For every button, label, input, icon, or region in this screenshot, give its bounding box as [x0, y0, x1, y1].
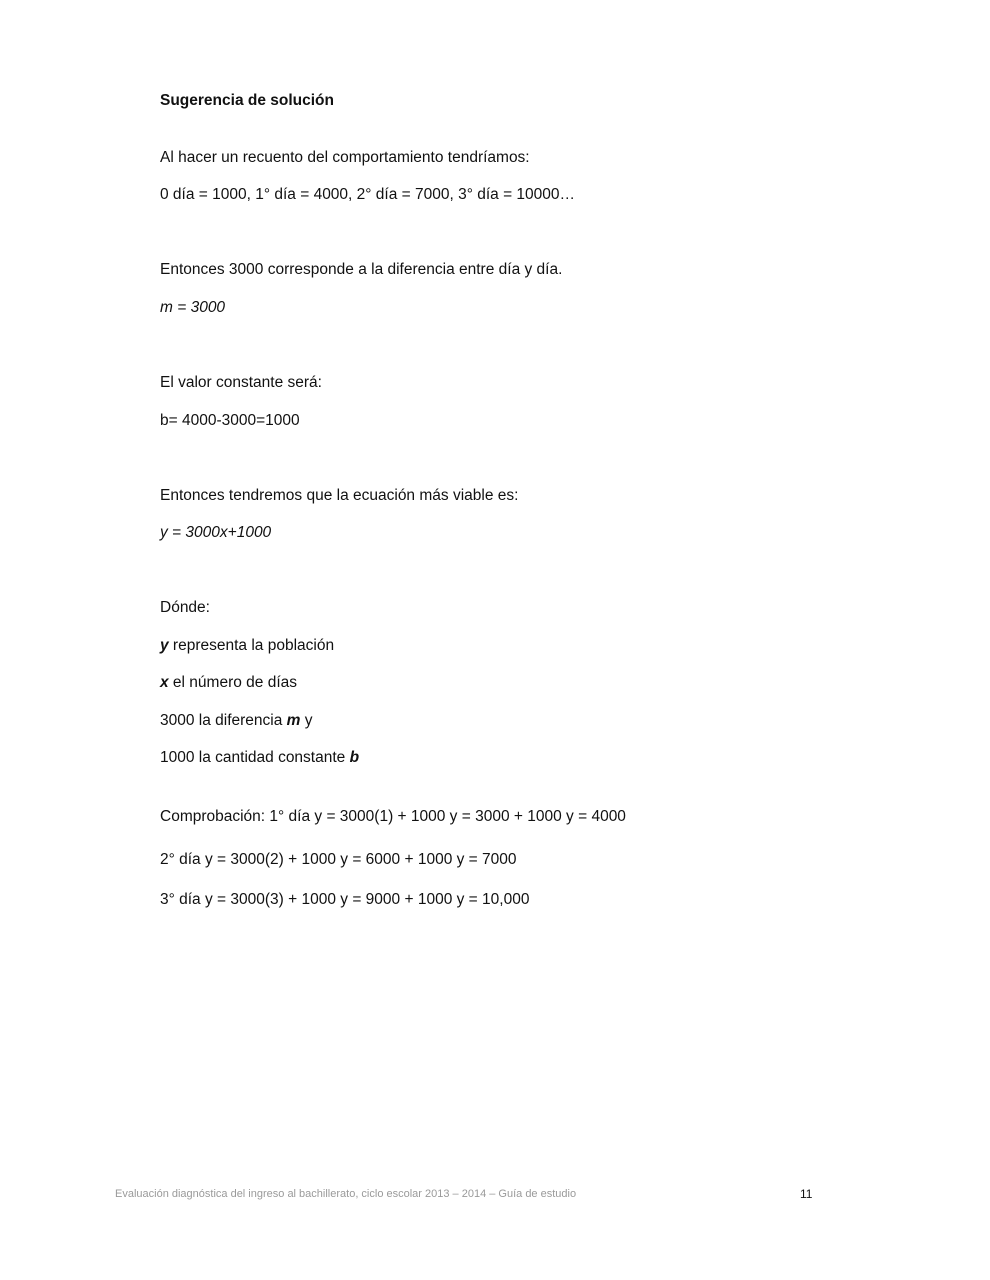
constant-intro: El valor constante será:: [160, 374, 322, 391]
variable-m: m: [286, 712, 301, 729]
difference-paragraph: Entonces 3000 corresponde a la diferencia entre día y día.: [160, 261, 563, 278]
page-footer: Evaluación diagnóstica del ingreso al bachillerato, ciclo escolar 2013 – 2014 – Guía de estudio: [115, 1188, 577, 1200]
definition-text: representa la población: [168, 637, 335, 654]
variable-b: b: [349, 749, 360, 766]
check-day-1: Comprobación: 1° día y = 3000(1) + 1000 y = 3000 + 1000 y = 4000: [160, 808, 626, 825]
section-heading: Sugerencia de solución: [160, 92, 334, 109]
variable-y: y: [160, 637, 169, 654]
definition-b: [160, 749, 359, 767]
definition-m: [160, 712, 313, 730]
check-day-2: 2° día y = 3000(2) + 1000 y = 6000 + 1000 y = 7000: [160, 851, 517, 868]
definition-text: y: [300, 712, 313, 729]
intro-paragraph: Al hacer un recuento del comportamiento tendríamos:: [160, 149, 530, 166]
page-number: 11: [800, 1187, 813, 1201]
definition-text: 1000 la cantidad constante: [160, 749, 350, 766]
sequence-paragraph: 0 día = 1000, 1° día = 4000, 2° día = 7000, 3° día = 10000…: [160, 186, 576, 203]
definition-text: 3000 la diferencia: [160, 712, 287, 729]
constant-calculation: b= 4000-3000=1000: [160, 412, 300, 429]
check-day-3: 3° día y = 3000(3) + 1000 y = 9000 + 1000 y = 10,000: [160, 891, 530, 908]
equation-formula: y = 3000x+1000: [160, 524, 272, 541]
variable-x: x: [160, 674, 169, 691]
slope-formula: m = 3000: [160, 299, 226, 316]
where-label: Dónde:: [160, 599, 210, 616]
definition-text: el número de días: [168, 674, 298, 691]
equation-intro: Entonces tendremos que la ecuación más viable es:: [160, 487, 519, 504]
definition-y: [160, 637, 334, 655]
definition-x: [160, 674, 297, 692]
